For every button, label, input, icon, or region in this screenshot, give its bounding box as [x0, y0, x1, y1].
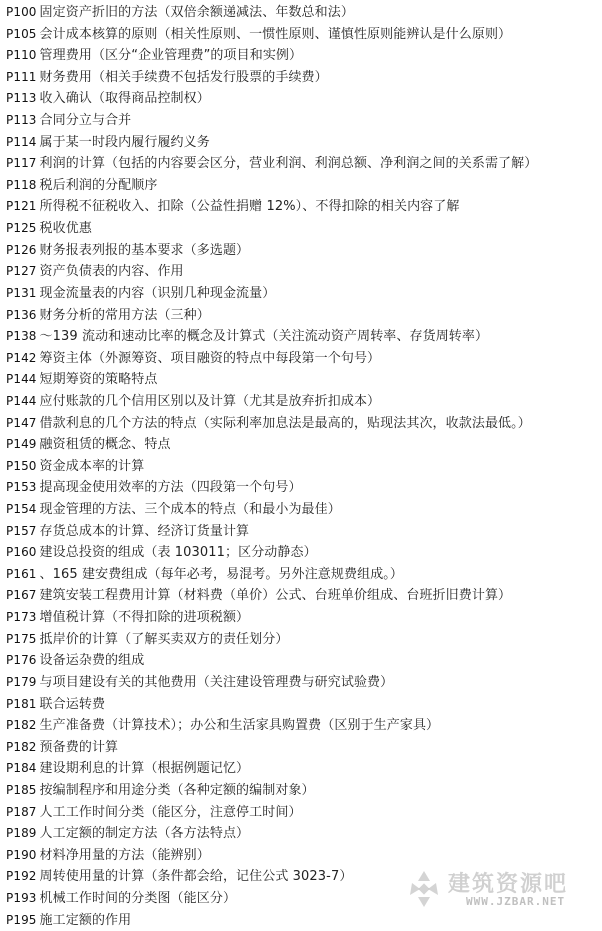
topic-text: 存货总成本的计算、经济订货量计算	[39, 523, 250, 539]
list-item	[6, 196, 598, 218]
list-item	[6, 715, 598, 737]
page-reference: P111	[6, 69, 37, 84]
page-reference: P142	[6, 350, 37, 365]
list-item	[6, 823, 598, 845]
topic-text: 收入确认（取得商品控制权）	[39, 91, 210, 107]
page-reference: P114	[6, 134, 37, 149]
page-reference: P144	[6, 372, 37, 387]
topic-text: 建设期利息的计算（根据例题记忆）	[39, 761, 250, 777]
page-reference: P190	[6, 847, 37, 862]
topic-text: 税后利润的分配顺序	[39, 177, 158, 193]
page-reference: P187	[6, 804, 37, 819]
page-reference: P179	[6, 674, 37, 689]
topic-text: 利润的计算（包括的内容要会区分，营业利润、利润总额、净利润之间的关系需了解）	[39, 156, 538, 172]
topic-text: 财务费用（相关手续费不包括发行股票的手续费）	[39, 69, 328, 85]
list-item	[6, 88, 598, 110]
list-item	[6, 694, 598, 716]
topic-text: 增值税计算（不得扣除的进项税额）	[39, 610, 250, 626]
page-reference: P182	[6, 718, 37, 733]
topic-text: 筹资主体（外源筹资、项目融资的特点中每段第一个句号）	[39, 350, 381, 366]
topic-text: 现金流量表的内容（识别几种现金流量）	[39, 285, 276, 301]
list-item	[6, 2, 598, 24]
list-item	[6, 305, 598, 327]
list-item	[6, 845, 598, 867]
list-item	[6, 240, 598, 262]
page-reference: P175	[6, 631, 37, 646]
list-item	[6, 456, 598, 478]
list-item	[6, 758, 598, 780]
watermark-title: 建筑资源吧	[448, 872, 569, 897]
topic-text: 管理费用（区分“企业管理费”的项目和实例）	[39, 48, 303, 64]
page-reference: P150	[6, 458, 37, 473]
list-item	[6, 542, 598, 564]
list-item	[6, 477, 598, 499]
page-reference: P147	[6, 415, 37, 430]
topic-text: 财务分析的常用方法（三种）	[39, 307, 210, 323]
list-item	[6, 110, 598, 132]
page-reference: P184	[6, 761, 37, 776]
topic-text: 机械工作时间的分类图（能区分）	[39, 890, 237, 906]
list-item	[6, 629, 598, 651]
topic-text: ～139 流动和速动比率的概念及计算式（关注流动资产周转率、存货周转率）	[39, 329, 489, 345]
topic-text: 合同分立与合并	[39, 113, 132, 129]
list-item	[6, 564, 598, 586]
page-reference: P113	[6, 113, 37, 128]
topic-text: 税收优惠	[39, 221, 92, 237]
topic-text: 、165 建安费组成（每年必考，易混考。另外注意规费组成。）	[39, 566, 403, 582]
watermark	[404, 865, 594, 913]
topic-text: 现金管理的方法、三个成本的特点（和最小为最佳）	[39, 502, 341, 518]
page-reference: P121	[6, 199, 37, 214]
topic-text: 与项目建设有关的其他费用（关注建设管理费与研究试验费）	[39, 674, 394, 690]
list-item	[6, 348, 598, 370]
page-reference: P161	[6, 566, 37, 581]
page-reference: P144	[6, 393, 37, 408]
page-reference: P167	[6, 588, 37, 603]
list-item	[6, 434, 598, 456]
page-reference: P154	[6, 502, 37, 517]
page-reference: P157	[6, 523, 37, 538]
topic-text: 会计成本核算的原则（相关性原则、一惯性原则、谨慎性原则能辨认是什么原则）	[39, 26, 512, 42]
list-item	[6, 413, 598, 435]
topic-text: 建设总投资的组成（表 103011；区分动静态）	[39, 545, 317, 561]
list-item	[6, 175, 598, 197]
topic-text: 应付账款的几个信用区别以及计算（尤其是放弃折扣成本）	[39, 393, 381, 409]
page-reference: P182	[6, 739, 37, 754]
topic-text: 联合运转费	[39, 696, 106, 712]
page-reference: P118	[6, 177, 37, 192]
page-reference: P192	[6, 869, 37, 884]
list-item	[6, 369, 598, 391]
page-reference: P105	[6, 26, 37, 41]
list-item	[6, 499, 598, 521]
list-item	[6, 780, 598, 802]
topic-text: 借款利息的几个方法的特点（实际利率加息法是最高的，贴现法其次，收款法最低。）	[39, 415, 531, 431]
page-reference: P138	[6, 329, 37, 344]
list-item	[6, 737, 598, 759]
jzbar-logo-icon	[404, 869, 444, 909]
page-reference: P189	[6, 826, 37, 841]
topic-text: 固定资产折旧的方法（双倍余额递减法、年数总和法）	[39, 5, 354, 20]
page-reference: P100	[6, 5, 37, 19]
list-item	[6, 67, 598, 89]
list-item	[6, 261, 598, 283]
page-reference: P110	[6, 48, 37, 63]
page-reference: P117	[6, 156, 37, 171]
page-reference: P131	[6, 285, 37, 300]
topic-text: 建筑安装工程费用计算（材料费（单价）公式、台班单价组成、台班折旧费计算）	[39, 588, 512, 604]
page-reference: P185	[6, 782, 37, 797]
topic-text: 抵岸价的计算（了解买卖双方的责任划分）	[39, 631, 289, 647]
list-item	[6, 802, 598, 824]
list-item	[6, 585, 598, 607]
page-reference: P153	[6, 480, 37, 495]
topic-text: 人工工作时间分类（能区分，注意停工时间）	[39, 804, 302, 820]
topic-text: 设备运杂费的组成	[39, 653, 145, 669]
page-reference: P126	[6, 242, 37, 257]
list-item	[6, 218, 598, 240]
topic-text: 融资租赁的概念、特点	[39, 437, 171, 453]
topic-text: 生产准备费（计算技术）；办公和生活家具购置费（区别于生产家具）	[39, 718, 440, 734]
topic-text: 人工定额的制定方法（各方法特点）	[39, 826, 250, 842]
list-item	[6, 521, 598, 543]
page-reference: P160	[6, 545, 37, 560]
topic-text: 提高现金使用效率的方法（四段第一个句号）	[39, 480, 302, 496]
list-item	[6, 24, 598, 46]
list-item	[6, 132, 598, 154]
page-reference: P149	[6, 437, 37, 452]
page-reference: P125	[6, 221, 37, 236]
list-item	[6, 283, 598, 305]
topic-text: 材料净用量的方法（能辨别）	[39, 847, 210, 863]
page-reference: P113	[6, 91, 37, 106]
topic-text: 周转使用量的计算（条件都会给，记住公式 3023-7）	[39, 869, 353, 885]
topic-text: 所得税不征税收入、扣除（公益性捐赠 12%）、不得扣除的相关内容了解	[39, 199, 460, 215]
page-reference: P127	[6, 264, 37, 279]
topic-text: 属于某一时段内履行履约义务	[39, 134, 210, 150]
page-reference: P176	[6, 653, 37, 668]
page-reference: P193	[6, 890, 37, 905]
page-reference: P181	[6, 696, 37, 711]
study-notes-list	[6, 2, 598, 931]
list-item	[6, 153, 598, 175]
list-item	[6, 650, 598, 672]
list-item	[6, 45, 598, 67]
topic-text: 短期筹资的策略特点	[39, 372, 158, 388]
list-item	[6, 672, 598, 694]
watermark-url: WWW.JZBAR.NET	[466, 895, 566, 908]
list-item	[6, 391, 598, 413]
list-item	[6, 607, 598, 629]
topic-text: 资金成本率的计算	[39, 458, 145, 474]
page-reference: P195	[6, 912, 37, 927]
list-item	[6, 326, 598, 348]
topic-text: 财务报表列报的基本要求（多选题）	[39, 242, 250, 258]
topic-text: 资产负债表的内容、作用	[39, 264, 184, 280]
page-reference: P136	[6, 307, 37, 322]
topic-text: 预备费的计算	[39, 739, 119, 755]
page-reference: P173	[6, 610, 37, 625]
topic-text: 施工定额的作用	[39, 912, 132, 928]
topic-text: 按编制程序和用途分类（各种定额的编制对象）	[39, 782, 315, 798]
